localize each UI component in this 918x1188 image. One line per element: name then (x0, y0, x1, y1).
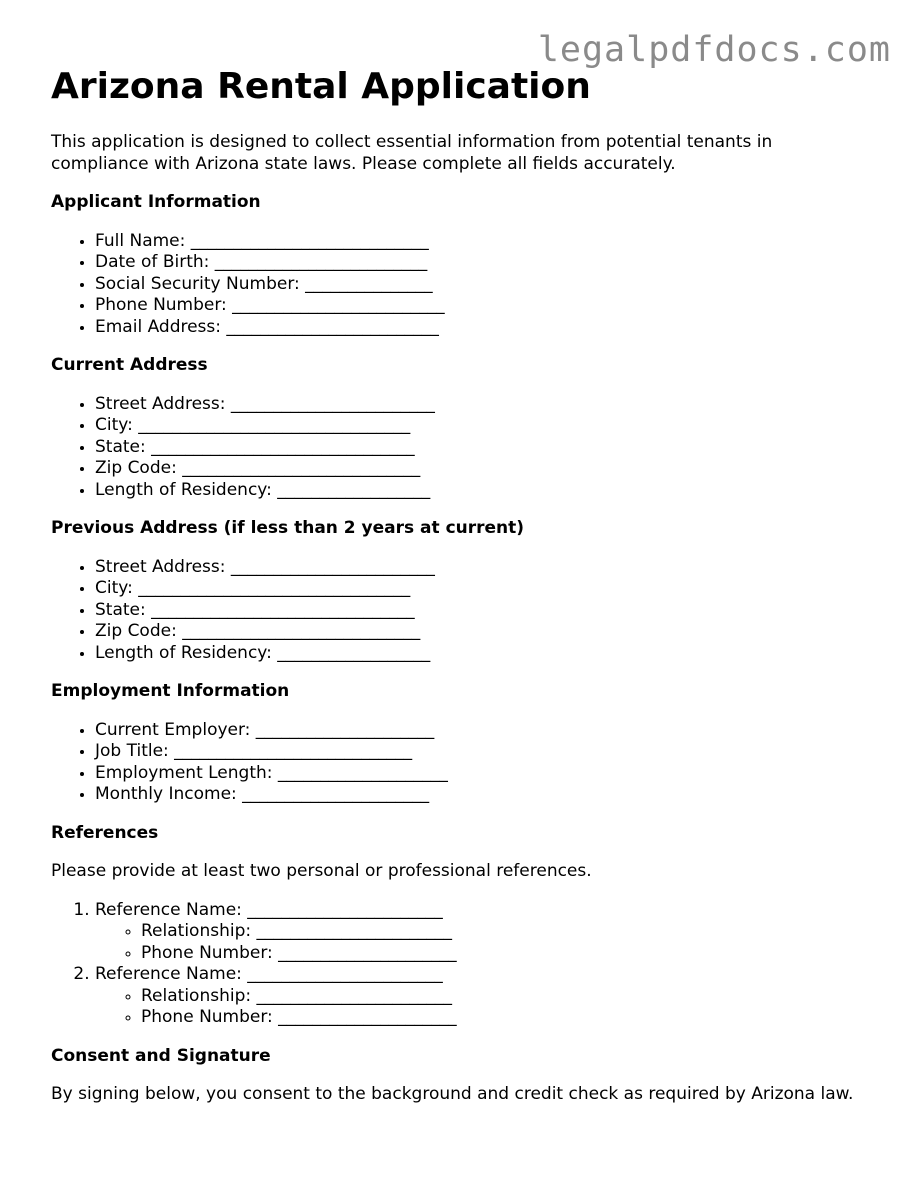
previous-residency-length-field[interactable]: • Length of Residency: __________________ (95, 643, 871, 665)
full-name-field[interactable]: • Full Name: ____________________________ (95, 231, 871, 253)
previous-street-field[interactable]: • Street Address: ________________________ (95, 557, 871, 579)
reference-name-field[interactable] (95, 900, 871, 965)
phone-number-field[interactable]: • Phone Number: _________________________ (95, 295, 871, 317)
document-page (51, 64, 871, 1106)
references-heading: References (51, 822, 159, 843)
previous-city-field[interactable]: • City: ________________________________ (95, 578, 871, 600)
reference-name-label: Reference Name: _______________________ (95, 964, 443, 984)
previous-address-heading: Previous Address (if less than 2 years at current) (51, 518, 525, 538)
monthly-income-field[interactable]: • Monthly Income: ______________________ (95, 784, 871, 806)
reference-name-label: Reference Name: _______________________ (95, 899, 443, 920)
reference-phone-field[interactable]: ◦ Phone Number: _____________________ (141, 943, 871, 965)
current-street-field[interactable]: • Street Address: ________________________ (95, 394, 871, 416)
references-intro: Please provide at least two personal or professional references. (51, 861, 592, 881)
applicant-fields-list (51, 231, 871, 339)
ssn-field[interactable]: • Social Security Number: _______________ (95, 274, 871, 296)
email-address-field[interactable]: • Email Address: _________________________ (95, 317, 871, 339)
reference-details-list (95, 986, 871, 1029)
consent-text: By signing below, you consent to the background and credit check as required by Arizona law. (51, 1084, 854, 1104)
employment-length-field[interactable]: • Employment Length: ____________________ (95, 763, 871, 785)
employment-heading: Employment Information (51, 681, 290, 701)
reference-relationship-field[interactable]: ◦ Relationship: _______________________ (141, 921, 871, 943)
reference-name-field[interactable] (95, 964, 871, 1029)
job-title-field[interactable]: • Job Title: ____________________________ (95, 741, 871, 763)
date-of-birth-field[interactable]: • Date of Birth: _________________________ (95, 252, 871, 274)
previous-address-fields-list (51, 557, 871, 665)
current-address-heading: Current Address (51, 355, 208, 375)
consent-heading: Consent and Signature (51, 1045, 271, 1066)
watermark: legalpdfdocs.com (537, 30, 891, 70)
reference-details-list (95, 921, 871, 964)
previous-zip-field[interactable]: • Zip Code: ____________________________ (95, 621, 871, 643)
current-state-field[interactable]: • State: _______________________________ (95, 437, 871, 459)
current-residency-length-field[interactable]: • Length of Residency: __________________ (95, 480, 871, 502)
reference-relationship-field[interactable]: ◦ Relationship: _______________________ (141, 986, 871, 1008)
current-city-field[interactable]: • City: ________________________________ (95, 415, 871, 437)
reference-phone-field[interactable]: ◦ Phone Number: _____________________ (141, 1007, 871, 1029)
references-list (51, 900, 871, 1029)
current-zip-field[interactable]: • Zip Code: ____________________________ (95, 458, 871, 480)
current-employer-field[interactable]: • Current Employer: _____________________ (95, 720, 871, 742)
intro-paragraph: This application is designed to collect essential information from potential tenants in compliance with Arizona state laws. Please complete all fields accurately. (51, 132, 773, 174)
current-address-fields-list (51, 394, 871, 502)
employment-fields-list (51, 720, 871, 806)
page-title: Arizona Rental Application (51, 66, 591, 107)
previous-state-field[interactable]: • State: _______________________________ (95, 600, 871, 622)
applicant-heading: Applicant Information (51, 192, 261, 212)
